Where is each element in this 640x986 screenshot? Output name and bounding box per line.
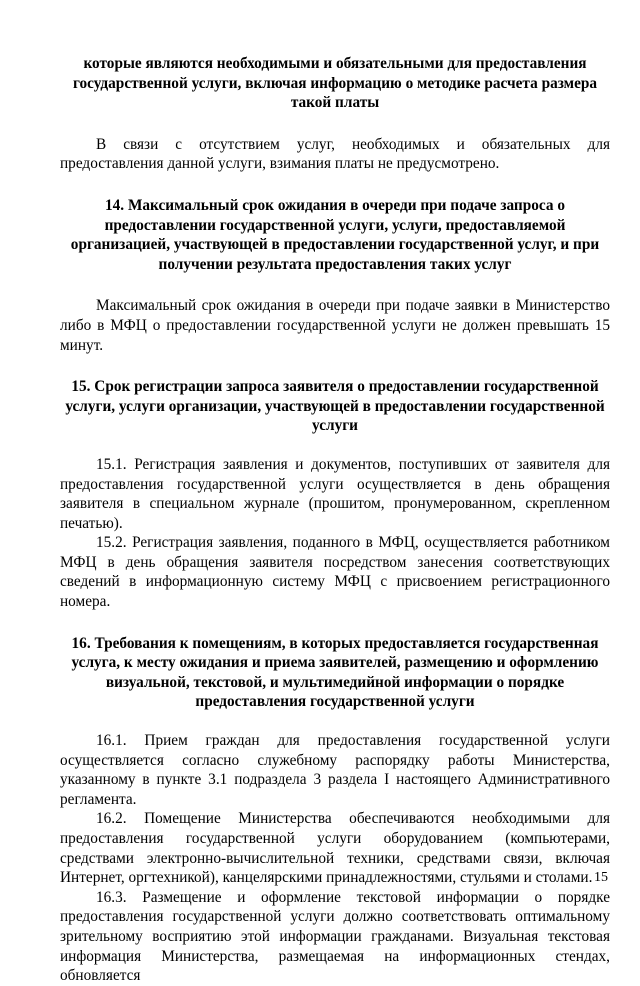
section-13-heading-continued: которые являются необходимыми и обязательными для предоставления государственной услуги, включая информацию о методике расчета размера такой платы bbox=[72, 55, 598, 112]
page-content bbox=[60, 54, 610, 986]
paragraph-max-wait-time: Максимальный срок ожидания в очереди при подаче заявки в Министерство либо в МФЦ о предоставлении государственной услуги не должен превышать 15 минут. bbox=[60, 297, 610, 354]
paragraph-16-2: 16.2. Помещение Министерства обеспечиваются необходимыми для предоставления государственной услуги оборудованием (компьютерами, средствами электронно-вычислительной техники, средствами связи, включая Интернет, оргтехникой), канцелярскими принадлежностями, стульями и столами. bbox=[60, 810, 610, 887]
paragraph-no-fee: В связи с отсутствием услуг, необходимых и обязательных для предоставления данной услуги, взимания платы не предусмотрено. bbox=[60, 135, 610, 173]
paragraph-16-1: 16.1. Прием граждан для предоставления государственной услуги осуществляется согласно служебному распорядку работы Министерства, указанному в пункте 3.1 подраздела 3 раздела I настоящего Административного регламента. bbox=[60, 732, 610, 808]
paragraph-16-3: 16.3. Размещение и оформление текстовой информации о порядке предоставления государственной услуги должно соответствовать оптимальному зрительному восприятию этой информации гражданами. Визуальная текстовая информация Министерства, размещаемая на информационных стендах, обновляется bbox=[60, 888, 610, 985]
section-14-heading: 14. Максимальный срок ожидания в очереди при подаче запроса о предоставлении государственной услуги, услуги, предоставляемой организацией, участвующей в предоставлении государственной услуг, и при получении результата предоставления таких услуг bbox=[70, 196, 600, 273]
page-number: 15 bbox=[594, 870, 608, 885]
paragraph-15-1: 15.1. Регистрация заявления и документов, поступивших от заявителя для предоставления государственной услуги осуществляется в день обращения заявителя в специальном журнале (прошитом, пронумерованном, скрепленном печатью). bbox=[60, 455, 610, 532]
section-15-heading: 15. Срок регистрации запроса заявителя о предоставлении государственной услуги, услуги организации, участвующей в предоставлении государственной услуги bbox=[65, 378, 605, 435]
paragraph-15-2: 15.2. Регистрация заявления, поданного в МФЦ, осуществляется работником МФЦ в день обращения заявителя посредством занесения соответствующих сведений в информационную систему МФЦ с присвоением регистрационного номера. bbox=[60, 534, 610, 611]
section-16-heading: 16. Требования к помещениям, в которых предоставляется государственная услуга, к месту ожидания и приема заявителей, размещению и оформлению визуальной, текстовой, и мультимедийной информации о порядке предоставления государственной услуги bbox=[71, 634, 599, 711]
